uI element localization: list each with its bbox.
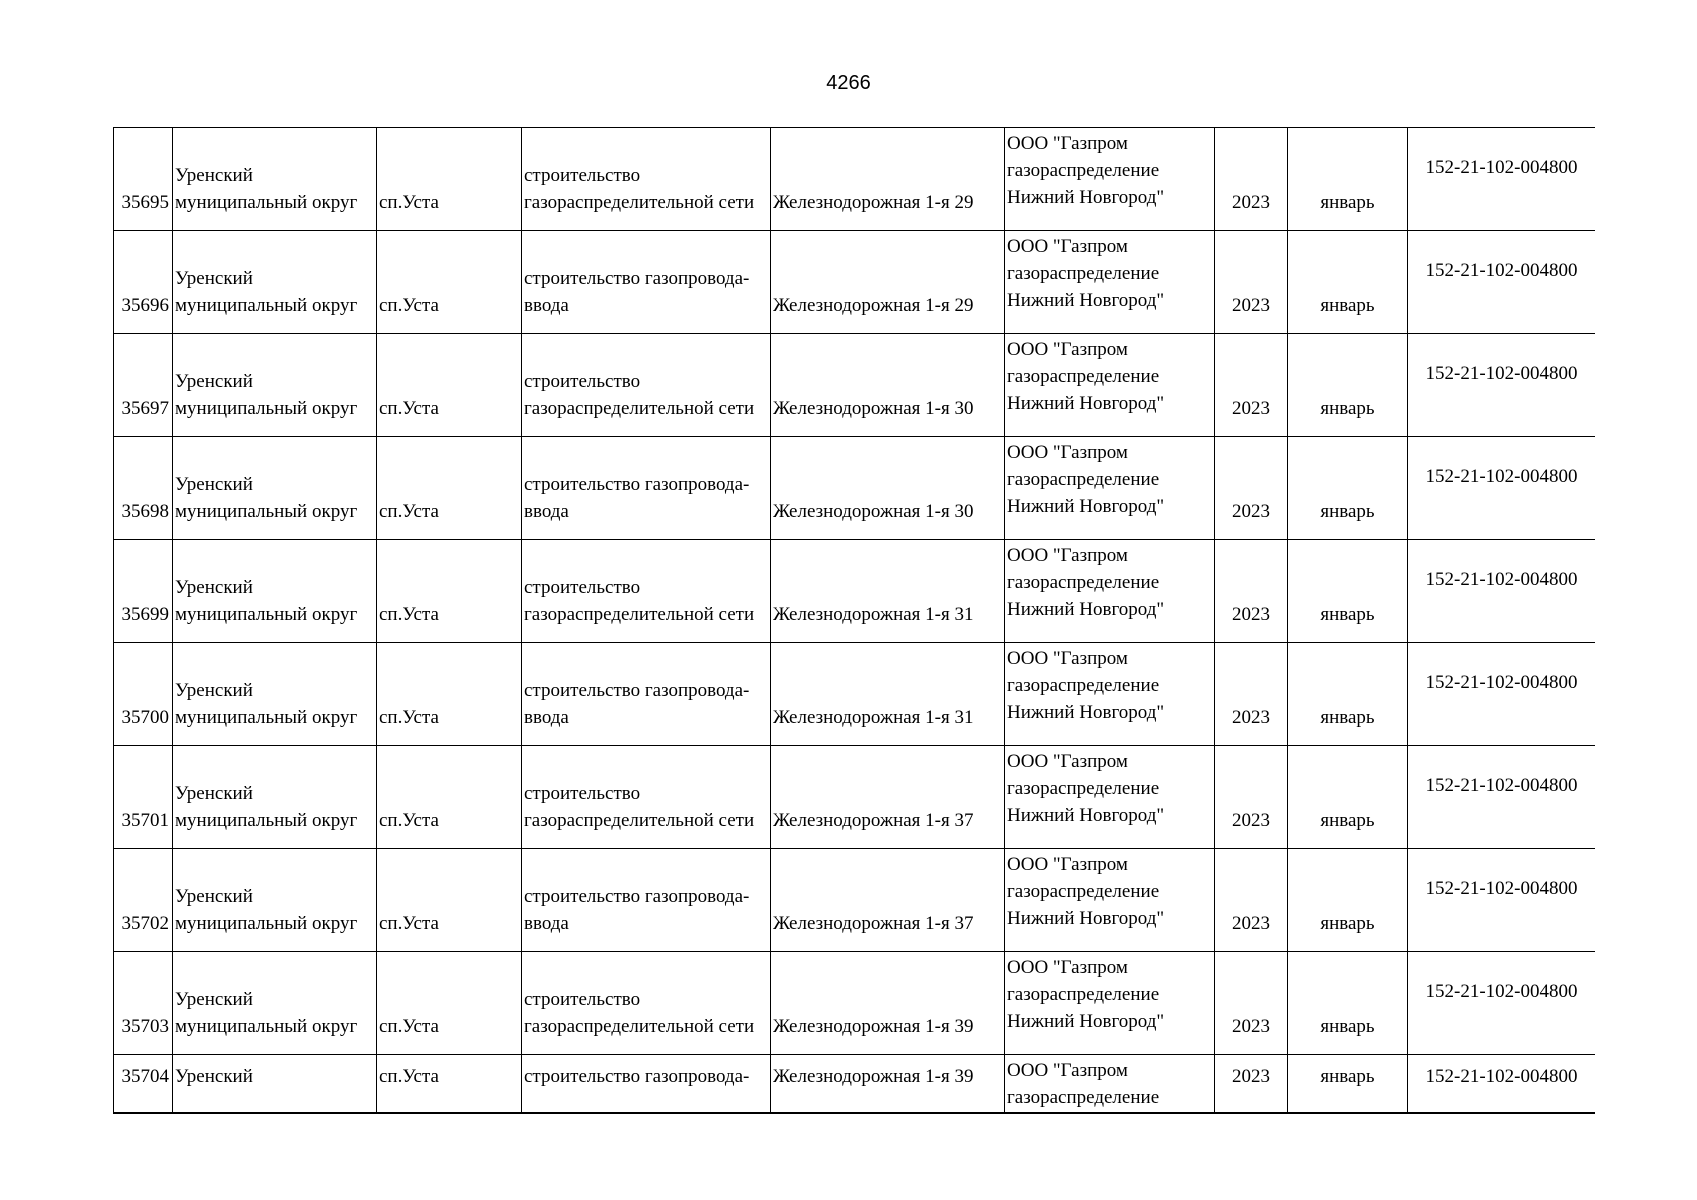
organization-line: Нижний Новгород" bbox=[1007, 187, 1165, 208]
organization-line: ООО "Газпром bbox=[1007, 1060, 1128, 1081]
organization-line: ООО "Газпром bbox=[1007, 236, 1128, 257]
registry-code: 152-21-102-004800 bbox=[1425, 878, 1578, 899]
settlement: сп.Уста bbox=[379, 810, 439, 831]
organization-line: газораспределение bbox=[1007, 675, 1160, 696]
work-type-line: ввода bbox=[524, 707, 569, 728]
settlement: сп.Уста bbox=[379, 604, 439, 625]
table-row bbox=[114, 746, 1596, 849]
address: Железнодорожная 1-я 37 bbox=[773, 810, 974, 831]
organization-cell bbox=[1005, 334, 1215, 437]
address: Железнодорожная 1-я 30 bbox=[773, 501, 974, 522]
organization-cell bbox=[1005, 540, 1215, 643]
registry-code: 152-21-102-004800 bbox=[1425, 1066, 1578, 1087]
organization-line: Нижний Новгород" bbox=[1007, 599, 1165, 620]
year: 2023 bbox=[1232, 604, 1270, 625]
address-cell bbox=[771, 540, 1005, 643]
month-cell bbox=[1288, 540, 1408, 643]
month: январь bbox=[1320, 295, 1375, 316]
district-line: Уренский bbox=[175, 577, 253, 598]
month-cell bbox=[1288, 437, 1408, 540]
table-row bbox=[114, 128, 1596, 231]
address-cell bbox=[771, 231, 1005, 334]
district-line: муниципальный округ bbox=[175, 913, 358, 934]
work-type-line: ввода bbox=[524, 501, 569, 522]
address: Железнодорожная 1-я 29 bbox=[773, 295, 974, 316]
work-type-line: газораспределительной сети bbox=[524, 1016, 755, 1037]
row-number: 35703 bbox=[121, 1016, 169, 1037]
code-cell bbox=[1408, 540, 1596, 643]
year-cell bbox=[1215, 128, 1288, 231]
work-type-cell bbox=[522, 540, 771, 643]
year-cell bbox=[1215, 231, 1288, 334]
work-type-line: газораспределительной сети bbox=[524, 398, 755, 419]
row-number-cell bbox=[114, 437, 173, 540]
settlement-cell bbox=[377, 643, 522, 746]
month-cell bbox=[1288, 849, 1408, 952]
organization-line: ООО "Газпром bbox=[1007, 751, 1128, 772]
address: Железнодорожная 1-я 39 bbox=[773, 1016, 974, 1037]
address-cell bbox=[771, 437, 1005, 540]
organization-line: ООО "Газпром bbox=[1007, 545, 1128, 566]
registry-table-frame bbox=[113, 127, 1595, 1114]
organization-line: ООО "Газпром bbox=[1007, 648, 1128, 669]
code-cell bbox=[1408, 1055, 1596, 1115]
table-row bbox=[114, 849, 1596, 952]
district-cell bbox=[173, 231, 377, 334]
settlement-cell bbox=[377, 437, 522, 540]
table-row bbox=[114, 1055, 1596, 1115]
row-number: 35700 bbox=[121, 707, 169, 728]
row-number: 35696 bbox=[121, 295, 169, 316]
organization-line: ООО "Газпром bbox=[1007, 957, 1128, 978]
row-number-cell bbox=[114, 334, 173, 437]
district-line: муниципальный округ bbox=[175, 295, 358, 316]
settlement: сп.Уста bbox=[379, 913, 439, 934]
year-cell bbox=[1215, 849, 1288, 952]
district-line: муниципальный округ bbox=[175, 398, 358, 419]
year: 2023 bbox=[1232, 501, 1270, 522]
row-number-cell bbox=[114, 540, 173, 643]
year: 2023 bbox=[1232, 398, 1270, 419]
registry-table bbox=[113, 127, 1595, 1114]
month-cell bbox=[1288, 746, 1408, 849]
row-number-cell bbox=[114, 1055, 173, 1115]
work-type-line: ввода bbox=[524, 295, 569, 316]
district-line: муниципальный округ bbox=[175, 501, 358, 522]
month: январь bbox=[1320, 192, 1375, 213]
settlement: сп.Уста bbox=[379, 295, 439, 316]
year: 2023 bbox=[1232, 1016, 1270, 1037]
month-cell bbox=[1288, 1055, 1408, 1115]
registry-code: 152-21-102-004800 bbox=[1425, 363, 1578, 384]
code-cell bbox=[1408, 849, 1596, 952]
table-row bbox=[114, 540, 1596, 643]
page-number: 4266 bbox=[826, 72, 871, 94]
district-line: Уренский bbox=[175, 989, 253, 1010]
district-line: Уренский bbox=[175, 165, 253, 186]
table-row bbox=[114, 437, 1596, 540]
work-type-line: газораспределительной сети bbox=[524, 604, 755, 625]
registry-code: 152-21-102-004800 bbox=[1425, 569, 1578, 590]
work-type-line: ввода bbox=[524, 913, 569, 934]
district-line: муниципальный округ bbox=[175, 604, 358, 625]
organization-line: Нижний Новгород" bbox=[1007, 393, 1165, 414]
row-number: 35701 bbox=[121, 810, 169, 831]
month-cell bbox=[1288, 128, 1408, 231]
work-type-line: строительство bbox=[524, 165, 641, 186]
organization-cell bbox=[1005, 952, 1215, 1055]
work-type-cell bbox=[522, 128, 771, 231]
work-type-line: строительство газопровода- bbox=[524, 886, 750, 907]
settlement-cell bbox=[377, 952, 522, 1055]
organization-line: газораспределение bbox=[1007, 984, 1160, 1005]
settlement-cell bbox=[377, 746, 522, 849]
row-number: 35698 bbox=[121, 501, 169, 522]
district-cell bbox=[173, 746, 377, 849]
month: январь bbox=[1320, 501, 1375, 522]
month: январь bbox=[1320, 1016, 1375, 1037]
settlement-cell bbox=[377, 334, 522, 437]
year-cell bbox=[1215, 334, 1288, 437]
row-number: 35702 bbox=[121, 913, 169, 934]
organization-line: ООО "Газпром bbox=[1007, 339, 1128, 360]
organization-cell bbox=[1005, 437, 1215, 540]
code-cell bbox=[1408, 231, 1596, 334]
organization-line: Нижний Новгород" bbox=[1007, 805, 1165, 826]
organization-line: Нижний Новгород" bbox=[1007, 1011, 1165, 1032]
row-number: 35704 bbox=[121, 1066, 169, 1087]
month: январь bbox=[1320, 1066, 1375, 1087]
registry-code: 152-21-102-004800 bbox=[1425, 672, 1578, 693]
year: 2023 bbox=[1232, 1066, 1270, 1087]
settlement-cell bbox=[377, 849, 522, 952]
address-cell bbox=[771, 334, 1005, 437]
work-type-line: строительство bbox=[524, 783, 641, 804]
code-cell bbox=[1408, 643, 1596, 746]
row-number-cell bbox=[114, 128, 173, 231]
year-cell bbox=[1215, 1055, 1288, 1115]
work-type-line: строительство газопровода- bbox=[524, 474, 750, 495]
district-cell bbox=[173, 334, 377, 437]
settlement: сп.Уста bbox=[379, 1066, 439, 1087]
work-type-line: строительство bbox=[524, 989, 641, 1010]
organization-line: ООО "Газпром bbox=[1007, 133, 1128, 154]
address-cell bbox=[771, 1055, 1005, 1115]
row-number-cell bbox=[114, 746, 173, 849]
settlement-cell bbox=[377, 1055, 522, 1115]
year: 2023 bbox=[1232, 192, 1270, 213]
registry-code: 152-21-102-004800 bbox=[1425, 775, 1578, 796]
district-line: Уренский bbox=[175, 371, 253, 392]
month-cell bbox=[1288, 952, 1408, 1055]
work-type-line: строительство газопровода- bbox=[524, 268, 750, 289]
year-cell bbox=[1215, 540, 1288, 643]
organization-line: газораспределение bbox=[1007, 881, 1160, 902]
registry-code: 152-21-102-004800 bbox=[1425, 466, 1578, 487]
address: Железнодорожная 1-я 37 bbox=[773, 913, 974, 934]
address-cell bbox=[771, 643, 1005, 746]
work-type-line: газораспределительной сети bbox=[524, 192, 755, 213]
code-cell bbox=[1408, 334, 1596, 437]
district-cell bbox=[173, 849, 377, 952]
settlement: сп.Уста bbox=[379, 398, 439, 419]
address: Железнодорожная 1-я 31 bbox=[773, 707, 974, 728]
settlement: сп.Уста bbox=[379, 501, 439, 522]
address-cell bbox=[771, 849, 1005, 952]
work-type-line: строительство bbox=[524, 371, 641, 392]
district-line: Уренский bbox=[175, 680, 253, 701]
settlement: сп.Уста bbox=[379, 192, 439, 213]
organization-line: газораспределение bbox=[1007, 469, 1160, 490]
year: 2023 bbox=[1232, 810, 1270, 831]
year-cell bbox=[1215, 746, 1288, 849]
month-cell bbox=[1288, 643, 1408, 746]
organization-line: ООО "Газпром bbox=[1007, 442, 1128, 463]
row-number: 35699 bbox=[121, 604, 169, 625]
district-cell bbox=[173, 128, 377, 231]
organization-cell bbox=[1005, 128, 1215, 231]
settlement-cell bbox=[377, 128, 522, 231]
work-type-cell bbox=[522, 437, 771, 540]
settlement: сп.Уста bbox=[379, 707, 439, 728]
district-cell bbox=[173, 643, 377, 746]
organization-cell bbox=[1005, 849, 1215, 952]
address-cell bbox=[771, 746, 1005, 849]
month: январь bbox=[1320, 913, 1375, 934]
organization-line: Нижний Новгород" bbox=[1007, 496, 1165, 517]
district-line: муниципальный округ bbox=[175, 192, 358, 213]
month: январь bbox=[1320, 604, 1375, 625]
organization-line: Нижний Новгород" bbox=[1007, 702, 1165, 723]
code-cell bbox=[1408, 128, 1596, 231]
work-type-cell: строительство газопровода- bbox=[522, 1055, 771, 1115]
code-cell bbox=[1408, 437, 1596, 540]
work-type-cell bbox=[522, 849, 771, 952]
district-line: Уренский bbox=[175, 886, 253, 907]
address: Железнодорожная 1-я 29 bbox=[773, 192, 974, 213]
district-line: Уренский bbox=[175, 268, 253, 289]
month: январь bbox=[1320, 707, 1375, 728]
row-number-cell bbox=[114, 643, 173, 746]
organization-line: газораспределение bbox=[1007, 160, 1160, 181]
registry-code: 152-21-102-004800 bbox=[1425, 260, 1578, 281]
table-body bbox=[114, 128, 1596, 1115]
district-line: муниципальный округ bbox=[175, 1016, 358, 1037]
work-type-cell bbox=[522, 952, 771, 1055]
address: Железнодорожная 1-я 39 bbox=[773, 1066, 974, 1087]
month: январь bbox=[1320, 398, 1375, 419]
district-line: Уренский bbox=[175, 474, 253, 495]
address-cell bbox=[771, 128, 1005, 231]
month: январь bbox=[1320, 810, 1375, 831]
organization-cell bbox=[1005, 1055, 1215, 1115]
address: Железнодорожная 1-я 30 bbox=[773, 398, 974, 419]
organization-line: газораспределение bbox=[1007, 1087, 1160, 1108]
year-cell bbox=[1215, 952, 1288, 1055]
district-line: муниципальный округ bbox=[175, 707, 358, 728]
work-type-line: строительство газопровода- bbox=[524, 680, 750, 701]
settlement: сп.Уста bbox=[379, 1016, 439, 1037]
district-line: Уренский bbox=[175, 783, 253, 804]
organization-line: ООО "Газпром bbox=[1007, 854, 1128, 875]
organization-line: газораспределение bbox=[1007, 263, 1160, 284]
organization-cell bbox=[1005, 643, 1215, 746]
table-row bbox=[114, 643, 1596, 746]
organization-line: газораспределение bbox=[1007, 778, 1160, 799]
district-line: муниципальный округ bbox=[175, 810, 358, 831]
address-cell bbox=[771, 952, 1005, 1055]
district-cell: Уренский bbox=[173, 1055, 377, 1115]
row-number-cell bbox=[114, 231, 173, 334]
district-cell bbox=[173, 952, 377, 1055]
year-cell bbox=[1215, 437, 1288, 540]
district-cell bbox=[173, 540, 377, 643]
organization-line: Нижний Новгород" bbox=[1007, 908, 1165, 929]
month-cell bbox=[1288, 334, 1408, 437]
organization-cell bbox=[1005, 746, 1215, 849]
settlement-cell bbox=[377, 231, 522, 334]
registry-code: 152-21-102-004800 bbox=[1425, 981, 1578, 1002]
organization-line: газораспределение bbox=[1007, 366, 1160, 387]
registry-code: 152-21-102-004800 bbox=[1425, 157, 1578, 178]
row-number: 35697 bbox=[121, 398, 169, 419]
table-row bbox=[114, 231, 1596, 334]
row-number: 35695 bbox=[121, 192, 169, 213]
month-cell bbox=[1288, 231, 1408, 334]
year-cell bbox=[1215, 643, 1288, 746]
work-type-line: строительство bbox=[524, 577, 641, 598]
organization-line: газораспределение bbox=[1007, 572, 1160, 593]
work-type-cell bbox=[522, 643, 771, 746]
year: 2023 bbox=[1232, 295, 1270, 316]
table-row bbox=[114, 334, 1596, 437]
work-type-cell bbox=[522, 334, 771, 437]
address: Железнодорожная 1-я 31 bbox=[773, 604, 974, 625]
district-cell bbox=[173, 437, 377, 540]
settlement-cell bbox=[377, 540, 522, 643]
year: 2023 bbox=[1232, 707, 1270, 728]
table-row bbox=[114, 952, 1596, 1055]
organization-cell bbox=[1005, 231, 1215, 334]
organization-line: Нижний Новгород" bbox=[1007, 290, 1165, 311]
work-type-line: газораспределительной сети bbox=[524, 810, 755, 831]
code-cell bbox=[1408, 746, 1596, 849]
code-cell bbox=[1408, 952, 1596, 1055]
row-number-cell bbox=[114, 849, 173, 952]
year: 2023 bbox=[1232, 913, 1270, 934]
work-type-cell bbox=[522, 231, 771, 334]
work-type-cell bbox=[522, 746, 771, 849]
row-number-cell bbox=[114, 952, 173, 1055]
